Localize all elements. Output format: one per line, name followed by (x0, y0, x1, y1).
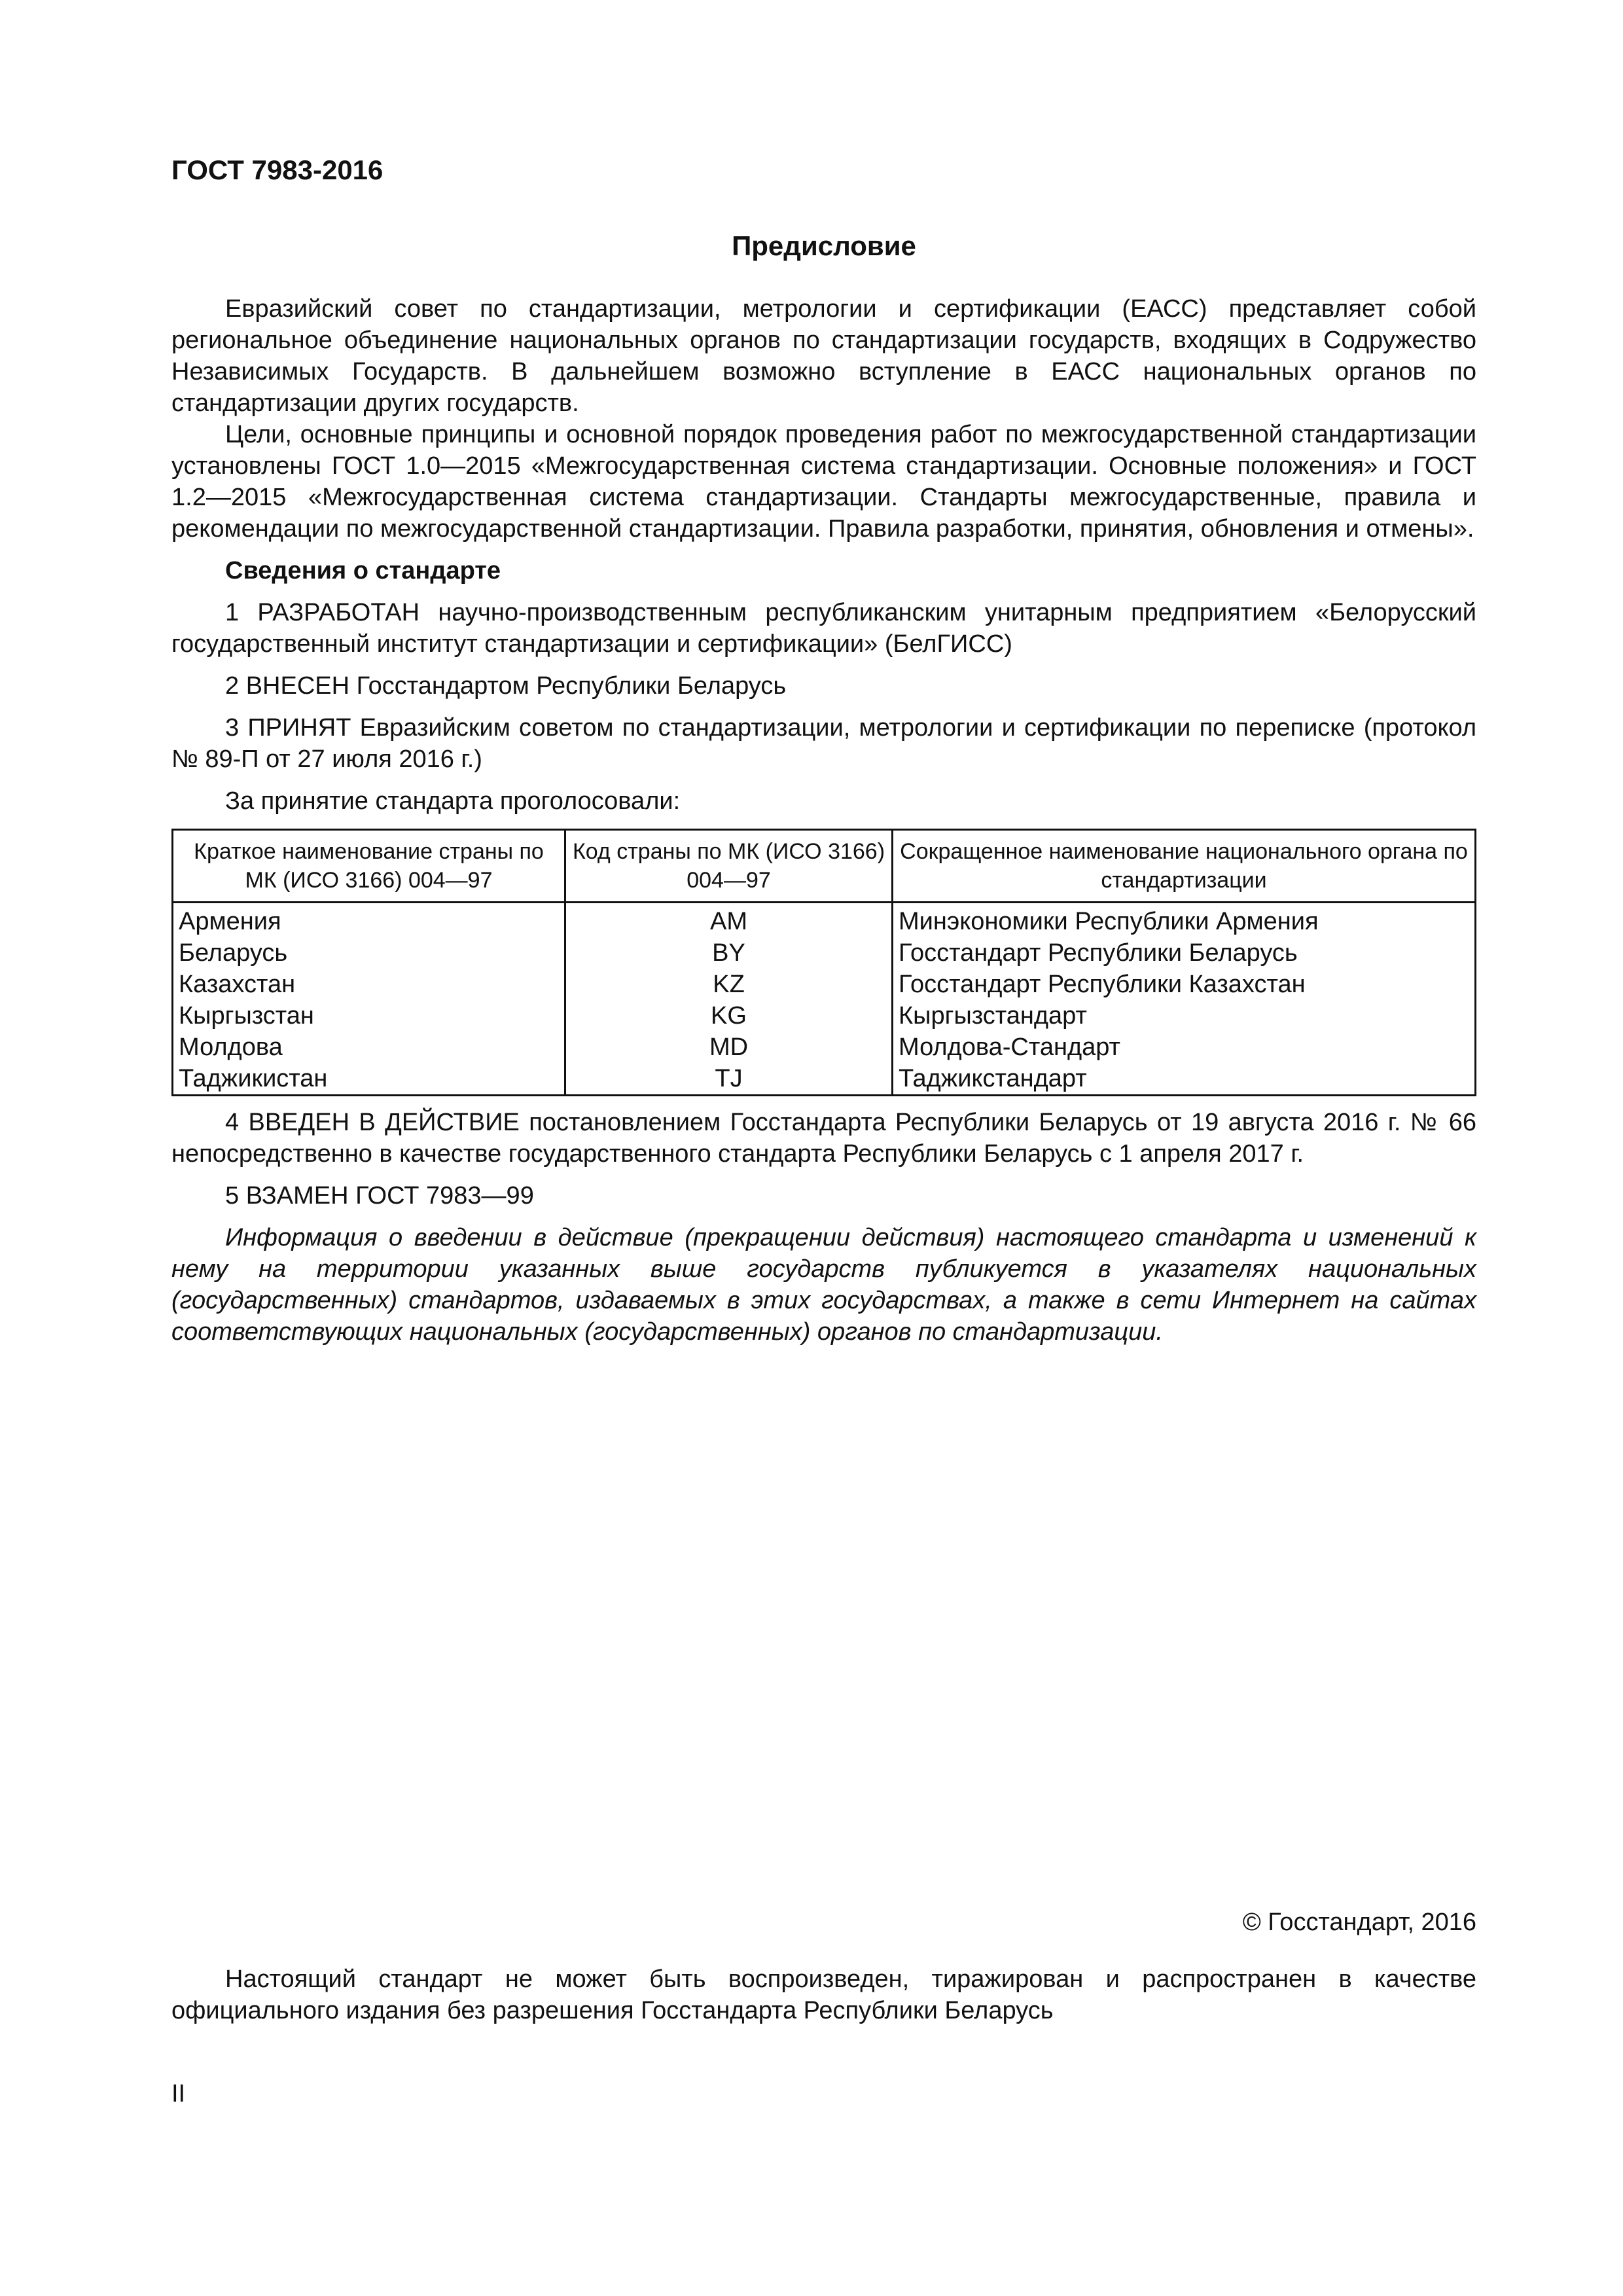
code-cell: BY (565, 937, 893, 969)
body-cell: Госстандарт Республики Беларусь (893, 937, 1476, 969)
item-developed: 1 РАЗРАБОТАН научно-производственным республиканским унитарным предприятием «Белорусский государственный институт стандартизации и сертификации» (БелГИСС) (171, 599, 1476, 658)
header-body: Сокращенное наименование национального органа по стандартизации (893, 830, 1476, 903)
item-adopted: 3 ПРИНЯТ Евразийским советом по стандартизации, метрологии и сертификации по переписке (протокол № 89-П от 27 июля 2016 г.) (171, 714, 1476, 773)
table-row (173, 1031, 1476, 1063)
body-cell: Минэкономики Республики Армения (893, 903, 1476, 938)
voting-table (171, 829, 1476, 1096)
country-cell: Молдова (173, 1031, 565, 1063)
code-cell: KZ (565, 969, 893, 1000)
intro-paragraph-2: Цели, основные принципы и основной порядок проведения работ по межгосударственной стандартизации установлены ГОСТ 1.0—2015 «Межгосударственная система стандартизации. Основные положения» и ГОСТ 1.2—2015 «Межгосударственная система стандартизации. Стандарты межгосударственные, правила и рекомендации по межгосударственной стандартизации. Правила разработки, принятия, обновления и отмены». (171, 421, 1476, 543)
body-cell: Кыргызстандарт (893, 1000, 1476, 1031)
section-heading: Сведения о стандарте (225, 557, 501, 584)
header-country: Краткое наименование страны по МК (ИСО 3166) 004—97 (173, 830, 565, 903)
table-row (173, 1000, 1476, 1031)
item-submitted: 2 ВНЕСЕН Госстандартом Республики Беларусь (225, 672, 787, 700)
copyright-line: © Госстандарт, 2016 (1242, 1909, 1476, 1936)
table-row (173, 903, 1476, 938)
code-cell: MD (565, 1031, 893, 1063)
country-cell: Армения (173, 903, 565, 938)
body-cell: Таджикстандарт (893, 1063, 1476, 1096)
page-title: Предисловие (732, 230, 916, 261)
reproduction-notice: Настоящий стандарт не может быть воспроизведен, тиражирован и распространен в качестве официального издания без разрешения Госстандарта Республики Беларусь (171, 1965, 1476, 2024)
info-note: Информация о введении в действие (прекращении действия) настоящего стандарта и изменений к нему на территории указанных выше государств публикуется в указателях национальных (государственных) стандартов, издаваемых в этих государствах, а также в сети Интернет на сайтах соответствующих национальных (государственных) органов по стандартизации. (171, 1224, 1476, 1346)
intro-paragraph-1: Евразийский совет по стандартизации, метрологии и сертификации (ЕАСС) представляет собой региональное объединение национальных органов по стандартизации государств, входящих в Содружество Независимых Государств. В дальнейшем возможно вступление в ЕАСС национальных органов по стандартизации других государств. (171, 295, 1476, 417)
code-cell: AM (565, 903, 893, 938)
code-cell: KG (565, 1000, 893, 1031)
body-cell: Молдова-Стандарт (893, 1031, 1476, 1063)
table-row (173, 969, 1476, 1000)
item-replaces: 5 ВЗАМЕН ГОСТ 7983—99 (225, 1182, 534, 1210)
table-row (173, 937, 1476, 969)
country-cell: Кыргызстан (173, 1000, 565, 1031)
document-code: ГОСТ 7983-2016 (171, 154, 383, 185)
item-enacted: 4 ВВЕДЕН В ДЕЙСТВИЕ постановлением Госстандарта Республики Беларусь от 19 августа 2016 г. № 66 непосредственно в качестве государственного стандарта Республики Беларусь с 1 апреля 2017 г. (171, 1109, 1476, 1168)
vote-intro: За принятие стандарта проголосовали: (225, 787, 681, 815)
page-number: II (171, 2080, 186, 2108)
header-code: Код страны по МК (ИСО 3166) 004—97 (565, 830, 893, 903)
country-cell: Казахстан (173, 969, 565, 1000)
body-cell: Госстандарт Республики Казахстан (893, 969, 1476, 1000)
table-row (173, 1063, 1476, 1096)
country-cell: Беларусь (173, 937, 565, 969)
table-header-row (173, 830, 1476, 903)
preface-body (171, 293, 1476, 1348)
code-cell: TJ (565, 1063, 893, 1096)
country-cell: Таджикистан (173, 1063, 565, 1096)
